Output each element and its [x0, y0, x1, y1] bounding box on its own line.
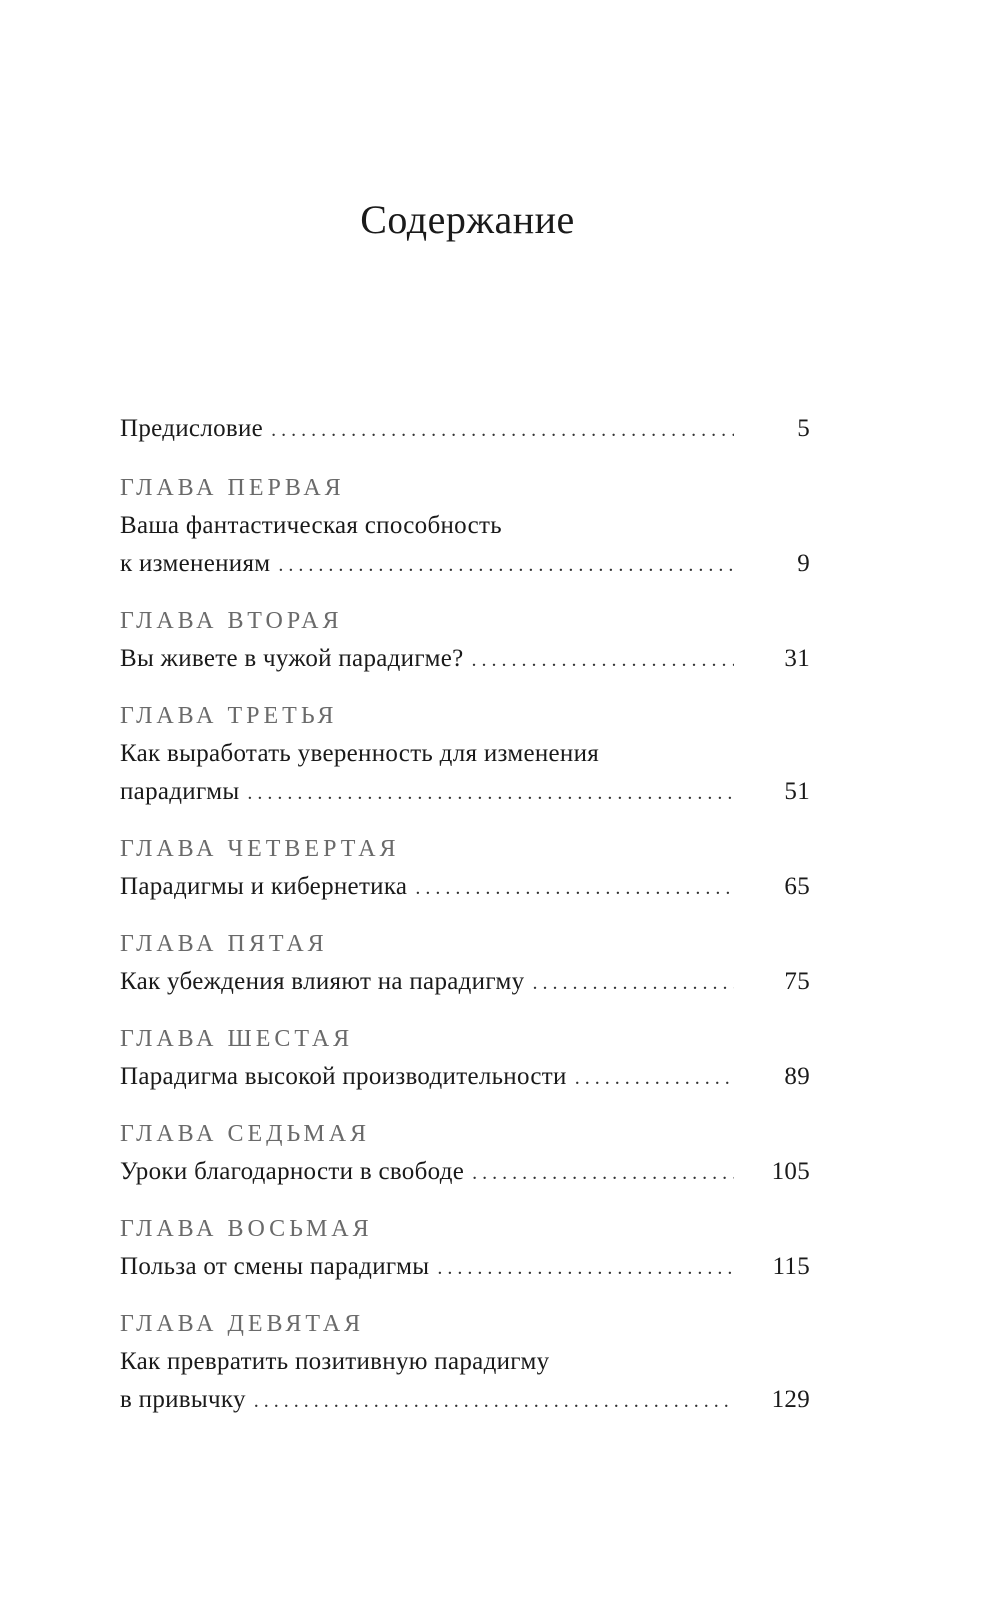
toc-entry-title-cont: в привычку [120, 1386, 246, 1413]
dot-leader [532, 963, 734, 1002]
table-of-contents [120, 410, 810, 1419]
dot-leader [271, 410, 734, 449]
toc-entry-chapter-8[interactable] [120, 1248, 810, 1286]
toc-page-number: 89 [784, 1063, 810, 1090]
toc-entry-title: Парадигма высокой производительности [120, 1063, 567, 1090]
toc-entry-title: Парадигмы и кибернетика [120, 873, 408, 900]
chapter-heading: ГЛАВА СЕДЬМАЯ [120, 1121, 371, 1147]
toc-entry-chapter-4[interactable] [120, 868, 810, 906]
toc-page-number: 51 [784, 778, 810, 805]
toc-entry-chapter-6[interactable] [120, 1058, 810, 1096]
chapter-heading: ГЛАВА ВТОРАЯ [120, 608, 343, 634]
toc-entry-chapter-2[interactable] [120, 640, 810, 678]
chapter-heading: ГЛАВА ПЕРВАЯ [120, 475, 345, 501]
chapter-heading: ГЛАВА ПЯТАЯ [120, 931, 328, 957]
dot-leader [278, 545, 734, 584]
toc-entry-chapter-3[interactable] [120, 773, 810, 811]
dot-leader [247, 773, 734, 812]
toc-page-number: 9 [797, 550, 810, 577]
chapter-heading: ГЛАВА ДЕВЯТАЯ [120, 1311, 365, 1337]
toc-entry-title[interactable]: Как превратить позитивную парадигму [120, 1348, 550, 1375]
toc-entry-title[interactable]: Ваша фантастическая способность [120, 512, 502, 539]
dot-leader [471, 640, 734, 679]
toc-page-number: 5 [797, 415, 810, 442]
chapter-heading: ГЛАВА ШЕСТАЯ [120, 1026, 354, 1052]
toc-page-number: 115 [772, 1253, 810, 1280]
dot-leader [415, 868, 734, 907]
toc-entry-chapter-9[interactable] [120, 1381, 810, 1419]
toc-entry-preface[interactable] [120, 410, 810, 448]
chapter-heading: ГЛАВА ТРЕТЬЯ [120, 703, 338, 729]
chapter-heading: ГЛАВА ВОСЬМАЯ [120, 1216, 373, 1242]
toc-page-number: 129 [771, 1386, 810, 1413]
toc-page-number: 31 [784, 645, 810, 672]
toc-page-number: 105 [771, 1158, 810, 1185]
toc-page-number: 65 [784, 873, 810, 900]
toc-entry-title: Вы живете в чужой парадигме? [120, 645, 464, 672]
toc-entry-chapter-5[interactable] [120, 963, 810, 1001]
toc-entry-title: Как убеждения влияют на парадигму [120, 968, 525, 995]
toc-entry-chapter-1[interactable] [120, 545, 810, 583]
toc-entry-chapter-7[interactable] [120, 1153, 810, 1191]
dot-leader [575, 1058, 734, 1097]
toc-entry-title-cont: парадигмы [120, 778, 240, 805]
toc-entry-title: Уроки благодарности в свободе [120, 1158, 465, 1185]
toc-entry-title: Польза от смены парадигмы [120, 1253, 430, 1280]
toc-entry-title[interactable]: Как выработать уверенность для изменения [120, 740, 600, 767]
toc-page-number: 75 [784, 968, 810, 995]
dot-leader [472, 1153, 734, 1192]
toc-entry-title: Предисловие [120, 415, 264, 442]
dot-leader [254, 1381, 734, 1420]
page-title: Содержание [360, 197, 575, 242]
dot-leader [437, 1248, 734, 1287]
toc-entry-title-cont: к изменениям [120, 550, 271, 577]
chapter-heading: ГЛАВА ЧЕТВЕРТАЯ [120, 836, 400, 862]
